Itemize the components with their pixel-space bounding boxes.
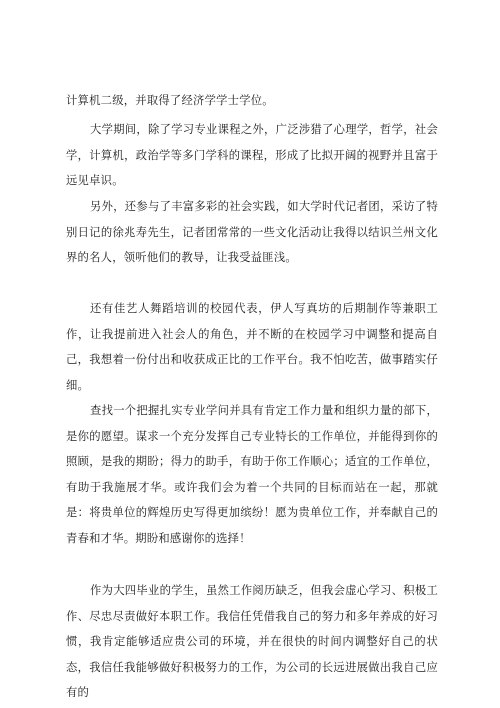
paragraph-4: 还有佳艺人舞蹈培训的校园代表，伊人写真坊的后期制作等兼职工作，让我提前进入社会人的角色，并不断的在校园学习中调整和提高自己，我想着一份付出和收获成正比的工作平台。我不怕吃苦，做事踏实仔细。	[66, 302, 438, 392]
paragraph-1: 计算机二级，并取得了经济学学士学位。	[66, 94, 274, 107]
paragraph-6: 作为大四毕业的学生，虽然工作阅历缺乏，但我会虚心学习、积极工作、尽忠尽责做好本职工作。我信任凭借我自己的努力和多年养成的好习惯，我肯定能够适应贵公司的环境，并在很快的时间内调整好自己的状态，我信任我能够做好积极努力的工作，为公司的长远进展做出我自己应有的	[66, 584, 438, 700]
paragraph-5: 查找一个把握扎实专业学问并具有肯定工作力量和组织力量的部下，是你的愿望。谋求一个充分发挥自己专业特长的工作单位，并能得到你的照顾，是我的期盼；得力的助手，有助于你工作顺心；适宜的工作单位，有助于我施展才华。或许我们会为着一个共同的目标而站在一起，那就是：将贵单位的辉煌历史写得更加缤纷！愿为贵单位工作，并奉献自己的青春和才华。期盼和感谢你的选择！	[66, 404, 438, 545]
paragraph-3: 另外，还参与了丰富多彩的社会实践，如大学时代记者团，采访了特别日记的徐兆寿先生，记者团常常的一些文化活动让我得以结识兰州文化界的名人，领听他们的教导，让我受益匪浅。	[66, 200, 438, 265]
paragraph-2: 大学期间，除了学习专业课程之外，广泛涉猎了心理学，哲学，社会学，计算机，政治学等多门学科的课程，形成了比拟开阔的视野并且富于远见卓识。	[66, 123, 438, 188]
